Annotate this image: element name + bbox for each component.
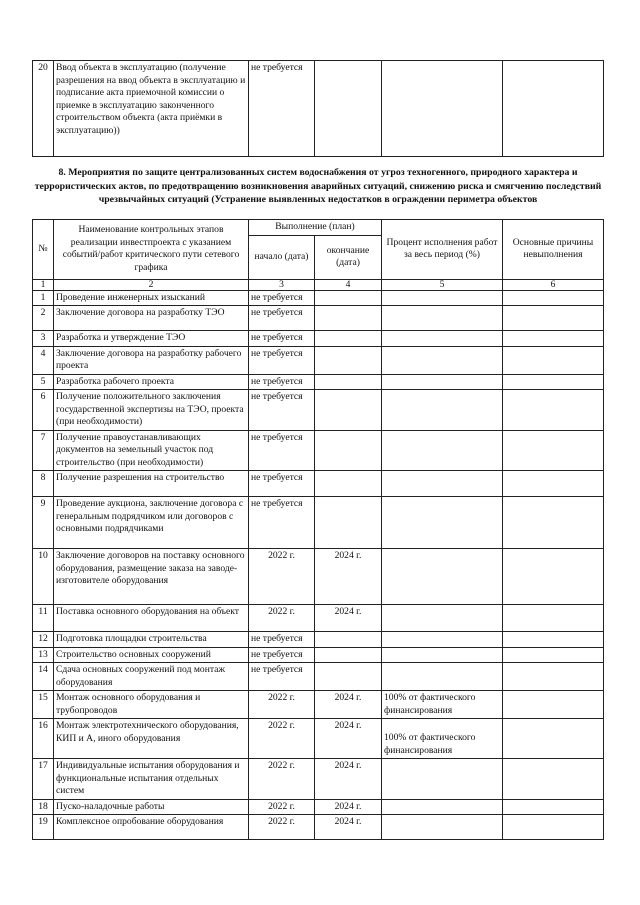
table-row — [33, 632, 604, 648]
start-date: 2022 г. — [249, 549, 315, 605]
col-index: 6 — [503, 279, 604, 290]
end-date: 2024 г. — [315, 549, 382, 605]
percent-complete — [382, 759, 503, 800]
end-date — [315, 290, 382, 306]
stage-name: Пуско-наладочные работы — [54, 799, 249, 815]
start-date: не требуется — [249, 61, 315, 157]
end-date — [315, 647, 382, 663]
end-date: 2024 г. — [315, 605, 382, 632]
table-row — [33, 61, 604, 157]
stage-name: Сдача основных сооружений под монтаж оборудования — [54, 663, 249, 691]
end-date — [315, 61, 382, 157]
header-stage: Наименование контрольных этапов реализации инвестпроекта с указанием событий/работ критического пути сетевого графика — [54, 220, 249, 280]
end-date — [315, 331, 382, 347]
failure-reasons — [503, 605, 604, 632]
table-row — [33, 331, 604, 347]
failure-reasons — [503, 549, 604, 605]
percent-complete — [382, 306, 503, 331]
percent-complete — [382, 374, 503, 390]
row-number: 6 — [33, 390, 54, 431]
row-number: 1 — [33, 290, 54, 306]
end-date — [315, 632, 382, 648]
stage-name: Ввод объекта в эксплуатацию (получение разрешения на ввод объекта в эксплуатацию и подписание акта приемочной комиссии о приемке в эксплуатацию законченного строительством объекта (акта приёмки в эксплуатацию)) — [54, 61, 249, 157]
percent-complete — [382, 799, 503, 815]
row-number: 11 — [33, 605, 54, 632]
stage-name: Подготовка площадки строительства — [54, 632, 249, 648]
stage-name: Комплексное опробование оборудования — [54, 815, 249, 840]
row-number: 13 — [33, 647, 54, 663]
start-date: не требуется — [249, 290, 315, 306]
failure-reasons — [503, 61, 604, 157]
row-number: 15 — [33, 691, 54, 719]
table-row — [33, 374, 604, 390]
end-date: 2024 г. — [315, 815, 382, 840]
start-date: 2022 г. — [249, 799, 315, 815]
end-date — [315, 471, 382, 497]
stage-name: Разработка и утверждение ТЭО — [54, 331, 249, 347]
percent-complete — [382, 549, 503, 605]
stage-name: Монтаж электротехнического оборудования, КИП и А, иного оборудования — [54, 719, 249, 759]
stage-name: Заключение договоров на поставку основного оборудования, размещение заказа на заводе-изготовителе оборудования — [54, 549, 249, 605]
failure-reasons — [503, 390, 604, 431]
end-date — [315, 430, 382, 471]
start-date: 2022 г. — [249, 815, 315, 840]
row-number: 16 — [33, 719, 54, 759]
stage-name: Строительство основных сооружений — [54, 647, 249, 663]
end-date — [315, 306, 382, 331]
table-row — [33, 290, 604, 306]
table-row — [33, 647, 604, 663]
table-row — [33, 497, 604, 549]
table-row — [33, 799, 604, 815]
percent-complete — [382, 815, 503, 840]
row-number: 4 — [33, 346, 54, 374]
start-date: 2022 г. — [249, 759, 315, 800]
end-date: 2024 г. — [315, 691, 382, 719]
start-date: не требуется — [249, 390, 315, 431]
section-heading: 8. Мероприятия по защите централизованных систем водоснабжения от угроз техногенного, природного характера и террористических актов, по предотвращению возникновения аварийных ситуаций, снижению риска и смягчению последствий чрезвычайных ситуаций (Устранение выявленных недостатков в ограждении периметра объектов — [34, 167, 602, 205]
percent-complete: 100% от фактического финансирования — [382, 691, 503, 719]
row-number: 3 — [33, 331, 54, 347]
start-date: не требуется — [249, 346, 315, 374]
start-date: не требуется — [249, 306, 315, 331]
start-date: не требуется — [249, 647, 315, 663]
stage-name: Монтаж основного оборудования и трубопроводов — [54, 691, 249, 719]
previous-table-fragment — [32, 60, 604, 157]
col-index: 3 — [249, 279, 315, 290]
end-date — [315, 374, 382, 390]
control-stages-table — [32, 219, 604, 840]
header-end: окончание (дата) — [315, 235, 382, 279]
row-number: 10 — [33, 549, 54, 605]
header-plan: Выполнение (план) — [249, 220, 382, 236]
stage-name: Проведение инженерных изысканий — [54, 290, 249, 306]
start-date: 2022 г. — [249, 605, 315, 632]
stage-name: Поставка основного оборудования на объект — [54, 605, 249, 632]
stage-name: Получение положительного заключения государственной экспертизы на ТЭО, проекта (при необходимости) — [54, 390, 249, 431]
start-date: не требуется — [249, 331, 315, 347]
failure-reasons — [503, 663, 604, 691]
percent-complete — [382, 471, 503, 497]
row-number: 9 — [33, 497, 54, 549]
header-start: начало (дата) — [249, 235, 315, 279]
failure-reasons — [503, 691, 604, 719]
percent-complete — [382, 331, 503, 347]
col-index: 5 — [382, 279, 503, 290]
table-row — [33, 605, 604, 632]
end-date — [315, 663, 382, 691]
header-number: № — [33, 220, 54, 280]
failure-reasons — [503, 719, 604, 759]
failure-reasons — [503, 815, 604, 840]
percent-complete — [382, 605, 503, 632]
percent-complete — [382, 647, 503, 663]
failure-reasons — [503, 647, 604, 663]
table-row — [33, 346, 604, 374]
stage-name: Проведение аукциона, заключение договора с генеральным подрядчиком или договоров с основными подрядчиками — [54, 497, 249, 549]
row-number: 20 — [33, 61, 54, 157]
end-date — [315, 346, 382, 374]
col-index: 2 — [54, 279, 249, 290]
table-row — [33, 306, 604, 331]
start-date: 2022 г. — [249, 719, 315, 759]
failure-reasons — [503, 374, 604, 390]
percent-complete — [382, 663, 503, 691]
stage-name: Заключение договора на разработку рабочего проекта — [54, 346, 249, 374]
end-date — [315, 390, 382, 431]
failure-reasons — [503, 290, 604, 306]
table-row — [33, 430, 604, 471]
row-number: 8 — [33, 471, 54, 497]
failure-reasons — [503, 306, 604, 331]
table-row — [33, 691, 604, 719]
failure-reasons — [503, 632, 604, 648]
failure-reasons — [503, 471, 604, 497]
failure-reasons — [503, 430, 604, 471]
percent-complete — [382, 390, 503, 431]
col-index: 1 — [33, 279, 54, 290]
table-row — [33, 549, 604, 605]
stage-name: Получение правоустанавливающих документов на земельный участок под строительство (при необходимости) — [54, 430, 249, 471]
failure-reasons — [503, 346, 604, 374]
end-date — [315, 497, 382, 549]
row-number: 2 — [33, 306, 54, 331]
col-index: 4 — [315, 279, 382, 290]
start-date: не требуется — [249, 374, 315, 390]
row-number: 18 — [33, 799, 54, 815]
row-number: 7 — [33, 430, 54, 471]
percent-complete — [382, 346, 503, 374]
end-date: 2024 г. — [315, 719, 382, 759]
percent-complete — [382, 430, 503, 471]
row-number: 5 — [33, 374, 54, 390]
header-reasons: Основные причины невыполнения — [503, 220, 604, 280]
failure-reasons — [503, 759, 604, 800]
percent-complete — [382, 632, 503, 648]
stage-name: Получение разрешения на строительство — [54, 471, 249, 497]
table-row — [33, 471, 604, 497]
header-percent: Процент исполнения работ за весь период (%) — [382, 220, 503, 280]
row-number: 12 — [33, 632, 54, 648]
end-date: 2024 г. — [315, 759, 382, 800]
end-date: 2024 г. — [315, 799, 382, 815]
column-index-row — [33, 279, 604, 290]
table-row — [33, 390, 604, 431]
row-number: 14 — [33, 663, 54, 691]
stage-name: Индивидуальные испытания оборудования и функциональные испытания отдельных систем — [54, 759, 249, 800]
row-number: 17 — [33, 759, 54, 800]
failure-reasons — [503, 799, 604, 815]
stage-name: Заключение договора на разработку ТЭО — [54, 306, 249, 331]
start-date: не требуется — [249, 663, 315, 691]
start-date: не требуется — [249, 430, 315, 471]
failure-reasons — [503, 497, 604, 549]
percent-complete — [382, 290, 503, 306]
failure-reasons — [503, 331, 604, 347]
start-date: 2022 г. — [249, 691, 315, 719]
percent-complete: 100% от фактического финансирования — [382, 719, 503, 759]
percent-complete — [382, 61, 503, 157]
table-row — [33, 663, 604, 691]
stage-name: Разработка рабочего проекта — [54, 374, 249, 390]
table-row — [33, 719, 604, 759]
percent-complete — [382, 497, 503, 549]
start-date: не требуется — [249, 471, 315, 497]
table-row — [33, 759, 604, 800]
start-date: не требуется — [249, 632, 315, 648]
table-row — [33, 815, 604, 840]
row-number: 19 — [33, 815, 54, 840]
start-date: не требуется — [249, 497, 315, 549]
